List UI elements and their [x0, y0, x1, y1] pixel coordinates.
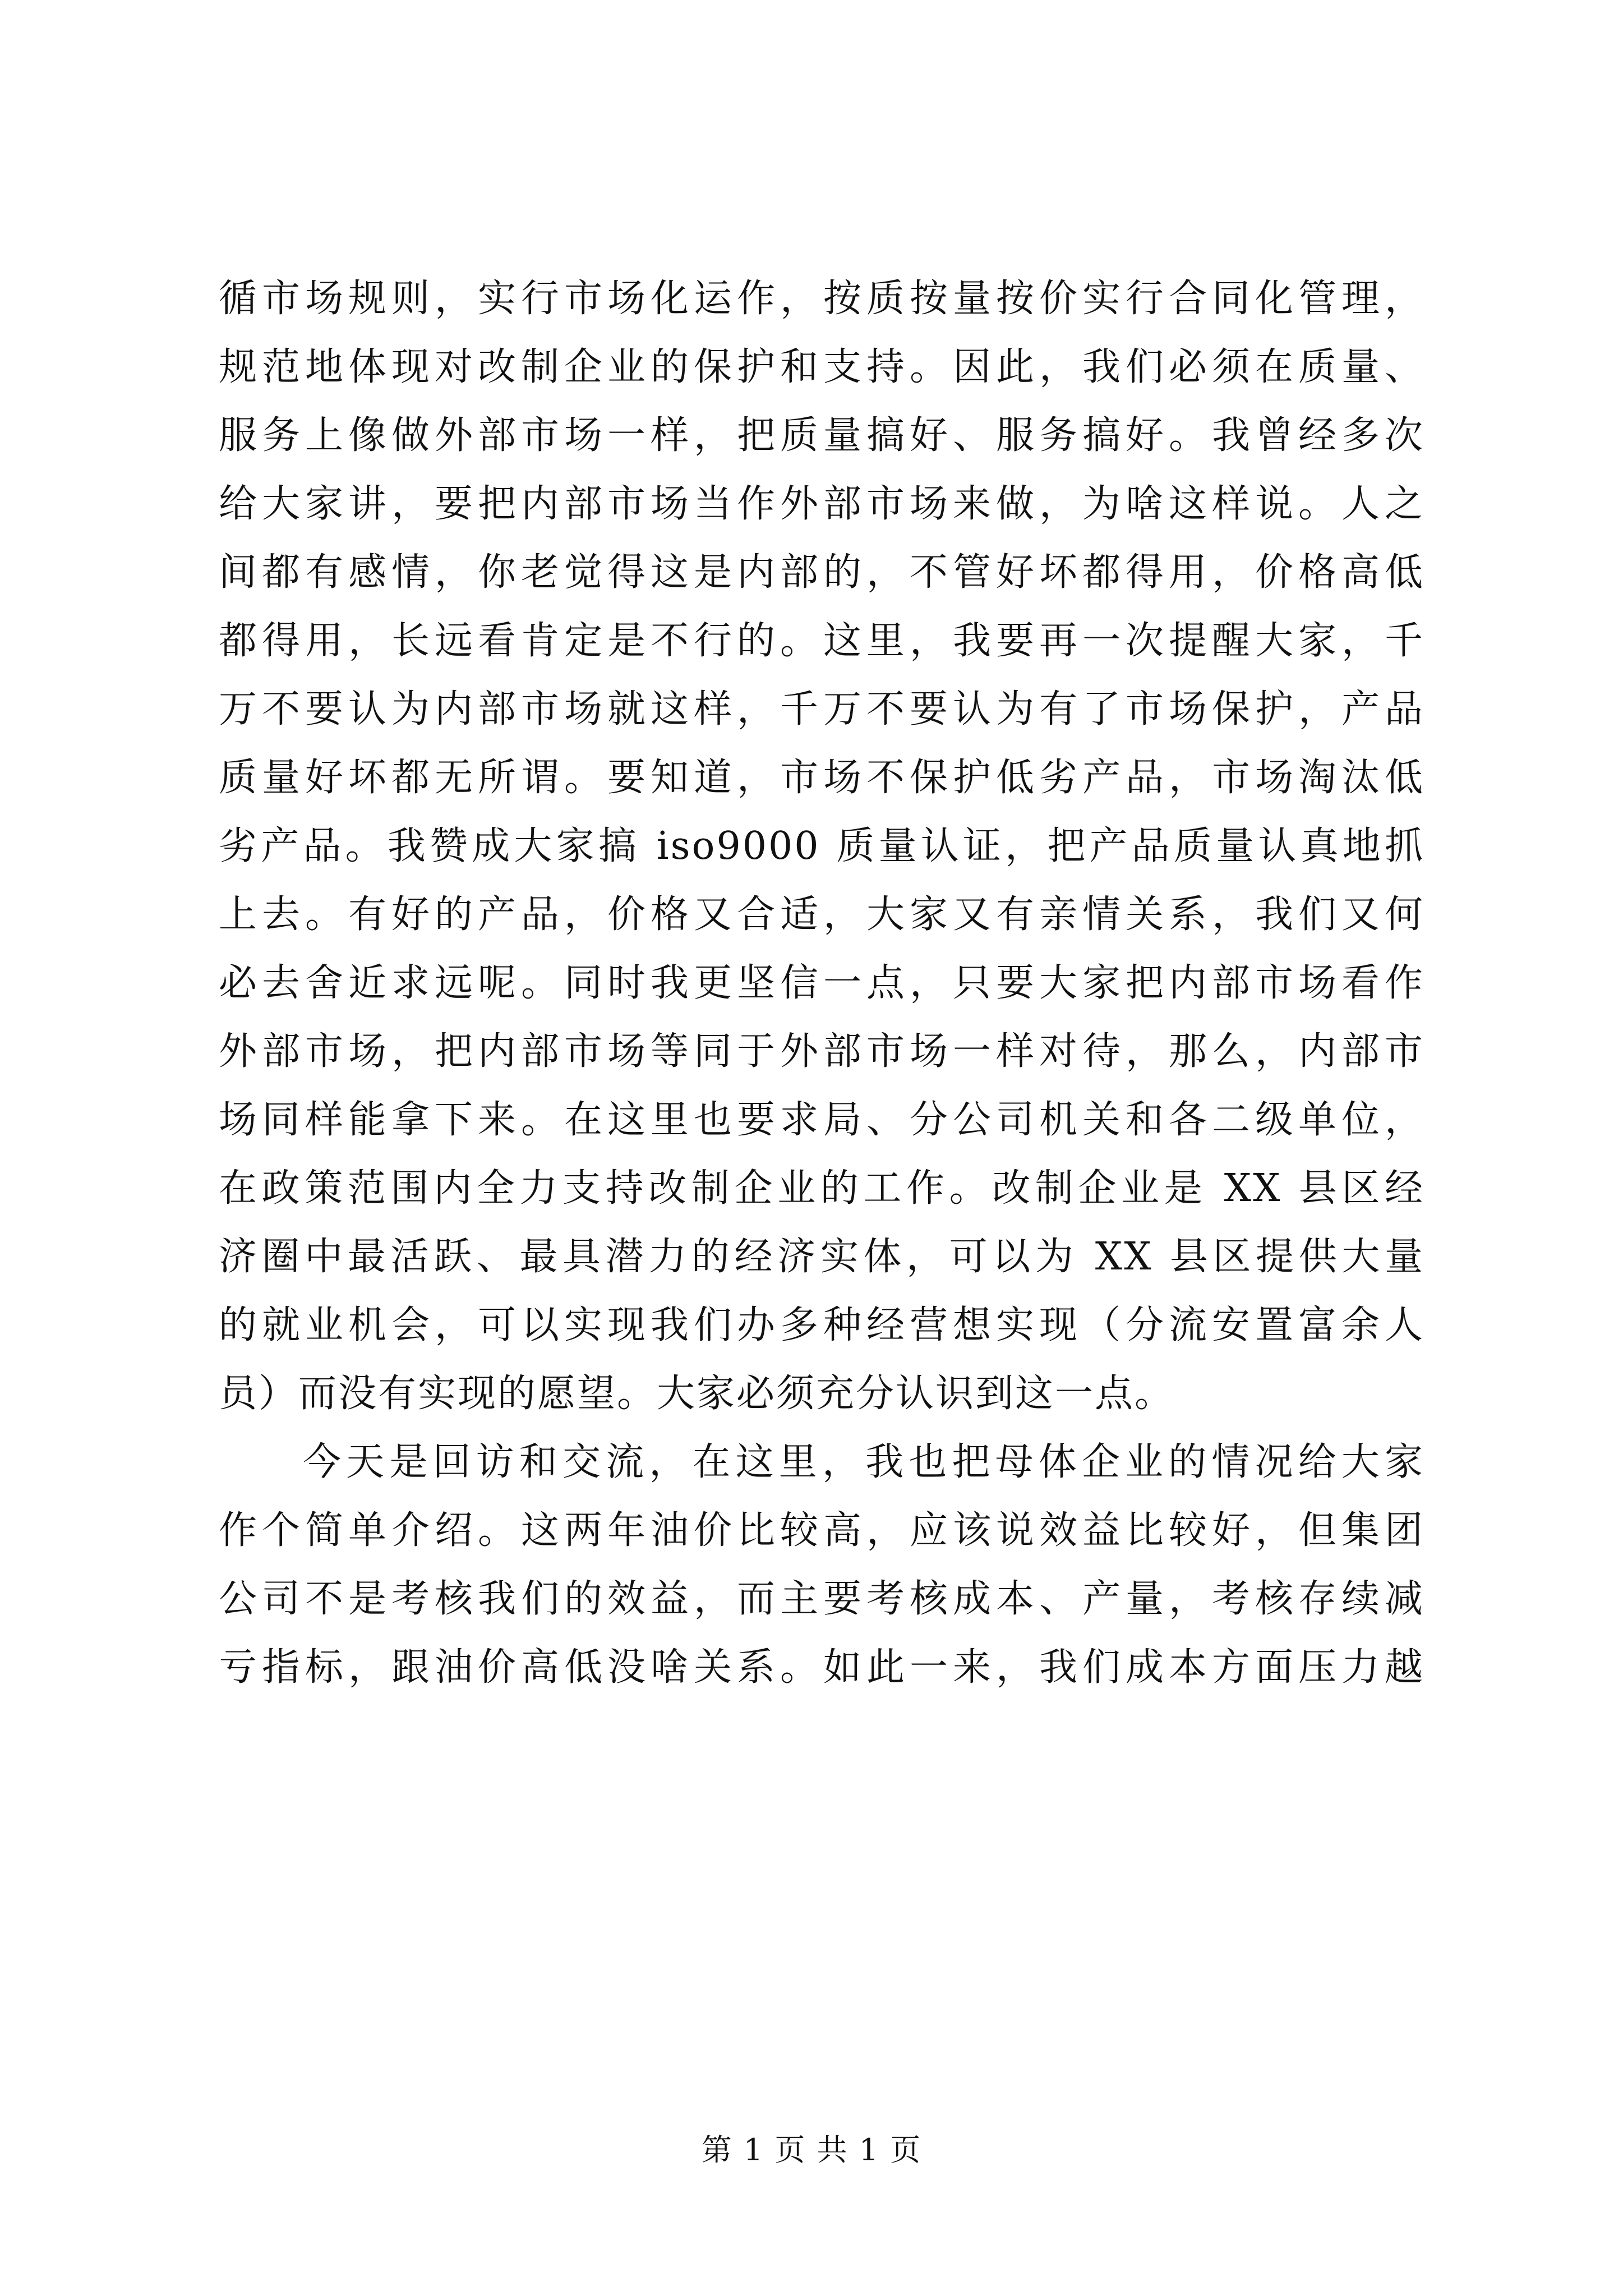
text-line: 作个简单介绍。这两年油价比较高，应该说效益比较好，但集团	[219, 1508, 1424, 1553]
text-line: 员）而没有实现的愿望。大家必须充分认识到这一点。	[219, 1372, 1175, 1416]
text-line: 规范地体现对改制企业的保护和支持。因此，我们必须在质量、	[219, 345, 1424, 389]
text-line: 服务上像做外部市场一样，把质量搞好、服务搞好。我曾经多次	[219, 413, 1424, 458]
text-line: 公司不是考核我们的效益，而主要考核成本、产量，考核存续减	[219, 1577, 1424, 1621]
text-line: 循市场规则，实行市场化运作，按质按量按价实行合同化管理，	[219, 277, 1424, 321]
text-line: 亏指标，跟油价高低没啥关系。如此一来，我们成本方面压力越	[219, 1645, 1424, 1690]
text-line: 场同样能拿下来。在这里也要求局、分公司机关和各二级单位，	[219, 1098, 1424, 1142]
text-line: 都得用，长远看肯定是不行的。这里，我要再一次提醒大家，千	[219, 619, 1424, 663]
text-line: 在政策范围内全力支持改制企业的工作。改制企业是 XX 县区经	[219, 1166, 1424, 1211]
text-line: 劣产品。我赞成大家搞 iso9000 质量认证，把产品质量认真地抓	[219, 824, 1424, 868]
paragraph-2	[219, 1428, 1424, 1702]
text-line: 给大家讲，要把内部市场当作外部市场来做，为啥这样说。人之	[219, 482, 1424, 526]
paragraph-1	[219, 265, 1424, 1428]
text-line: 上去。有好的产品，价格又合适，大家又有亲情关系，我们又何	[219, 892, 1424, 937]
text-line: 外部市场，把内部市场等同于外部市场一样对待，那么，内部市	[219, 1029, 1424, 1074]
text-line: 的就业机会，可以实现我们办多种经营想实现（分流安置富余人	[219, 1303, 1424, 1347]
text-line: 间都有感情，你老觉得这是内部的，不管好坏都得用，价格高低	[219, 550, 1424, 595]
text-line: 今天是回访和交流，在这里，我也把母体企业的情况给大家	[303, 1440, 1424, 1484]
text-line: 质量好坏都无所谓。要知道，市场不保护低劣产品，市场淘汰低	[219, 756, 1424, 800]
text-line: 济圈中最活跃、最具潜力的经济实体，可以为 XX 县区提供大量	[219, 1235, 1424, 1279]
text-line: 万不要认为内部市场就这样，千万不要认为有了市场保护，产品	[219, 687, 1424, 731]
text-line: 必去舍近求远呢。同时我更坚信一点，只要大家把内部市场看作	[219, 961, 1424, 1005]
body-text	[219, 265, 1424, 1702]
page-footer: 第 1 页 共 1 页	[701, 2132, 922, 2168]
